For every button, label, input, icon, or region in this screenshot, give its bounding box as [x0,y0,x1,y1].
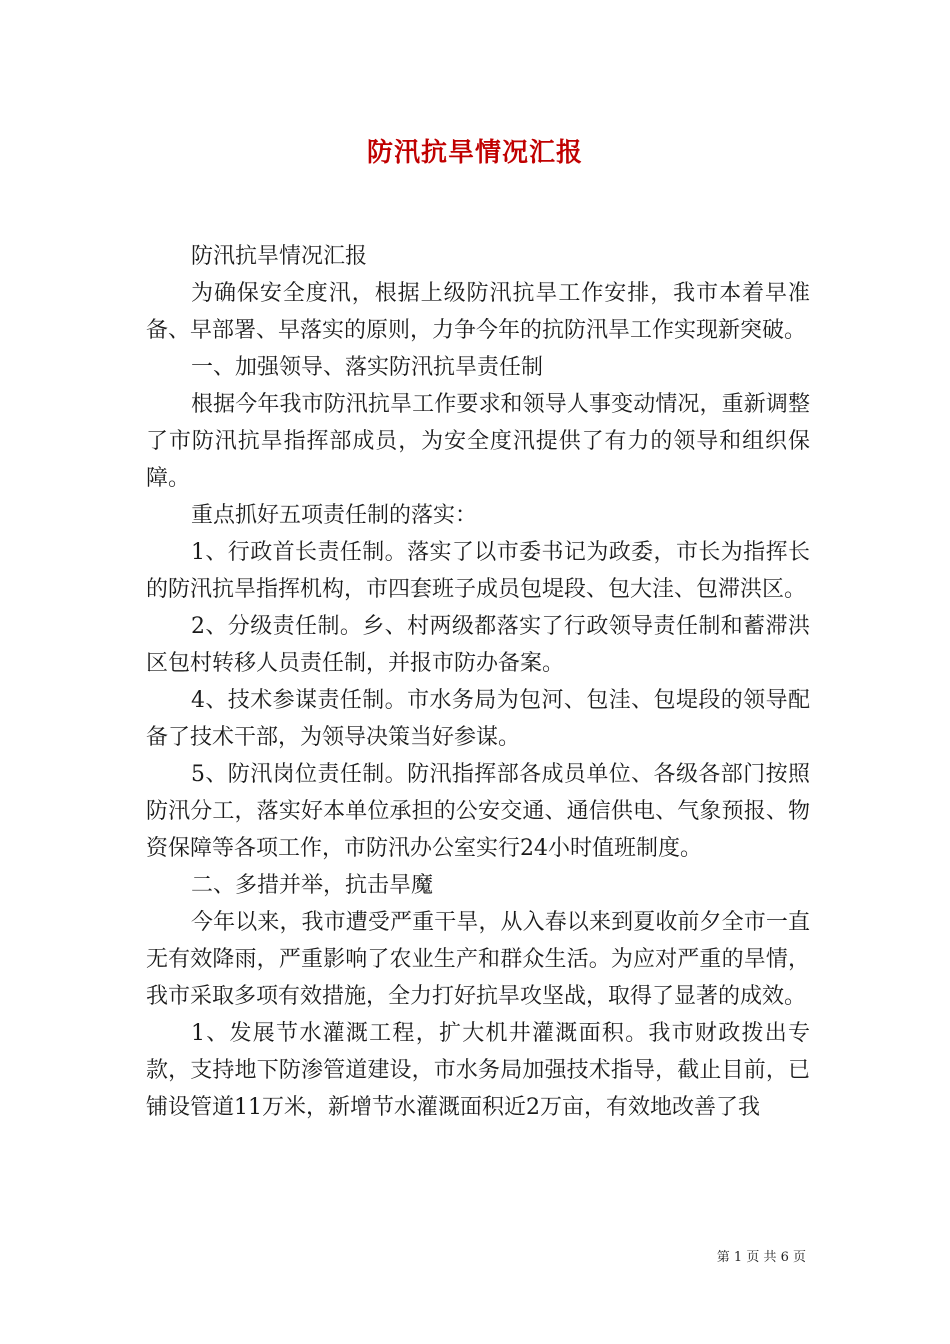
page-number: 第 1 页 共 6 页 [716,1250,806,1265]
paragraph-intro: 为确保安全度汛，根据上级防汛抗旱工作安排，我市本着早准备、早部署、早落实的原则，力争今年的抗防汛旱工作实现新突破。 [146,281,810,343]
paragraph: 重点抓好五项责任制的落实： [191,503,478,528]
list-item: 4、技术参谋责任制。市水务局为包河、包洼、包堤段的领导配备了技术干部，为领导决策当好参谋。 [146,688,810,750]
paragraph: 今年以来，我市遭受严重干旱，从入春以来到夏收前夕全市一直无有效降雨，严重影响了农业生产和群众生活。为应对严重的旱情，我市采取多项有效措施，全力打好抗旱攻坚战，取得了显著的成效。 [146,910,810,1009]
section-heading-2: 二、多措并举，抗击旱魔 [191,873,434,898]
list-item: 2、分级责任制。乡、村两级都落实了行政领导责任制和蓄滞洪区包村转移人员责任制，并报市防办备案。 [146,614,810,676]
list-item: 5、防汛岗位责任制。防汛指挥部各成员单位、各级各部门按照防汛分工，落实好本单位承担的公安交通、通信供电、气象预报、物资保障等各项工作，市防汛办公室实行24小时值班制度。 [146,762,810,861]
section-heading-1: 一、加强领导、落实防汛抗旱责任制 [191,355,544,380]
paragraph-subtitle: 防汛抗旱情况汇报 [191,244,368,269]
paragraph: 根据今年我市防汛抗旱工作要求和领导人事变动情况，重新调整了市防汛抗旱指挥部成员，为安全度汛提供了有力的领导和组织保障。 [146,392,810,491]
document-body [146,238,810,1126]
list-item: 1、发展节水灌溉工程，扩大机井灌溉面积。我市财政拨出专款，支持地下防渗管道建设，市水务局加强技术指导，截止目前，已铺设管道11万米，新增节水灌溉面积近2万亩，有效地改善了我 [146,1021,810,1120]
document-title: 防汛抗旱情况汇报 [366,138,583,168]
list-item: 1、行政首长责任制。落实了以市委书记为政委，市长为指挥长的防汛抗旱指挥机构，市四套班子成员包堤段、包大洼、包滞洪区。 [146,540,810,602]
